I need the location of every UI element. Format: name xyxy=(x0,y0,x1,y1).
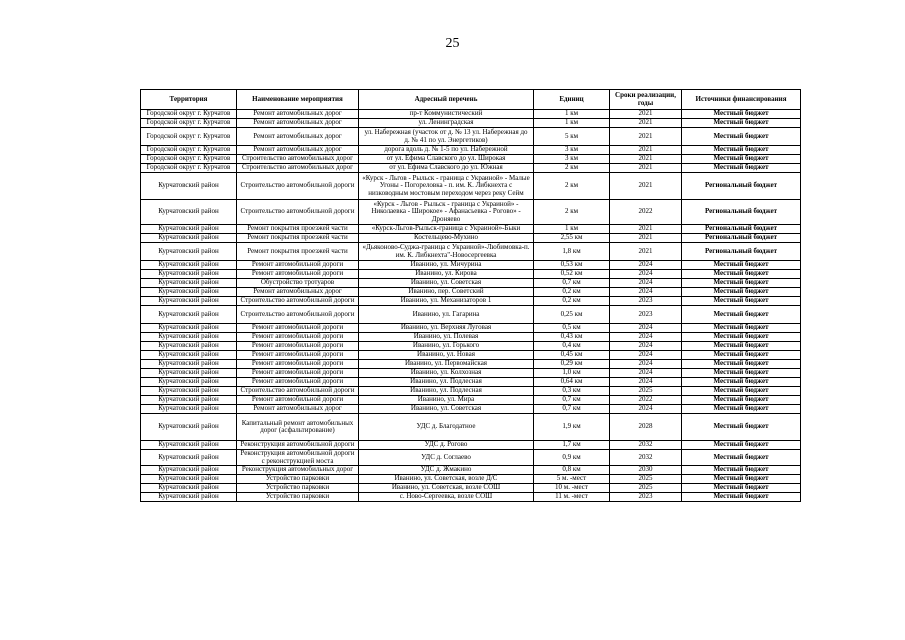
cell-units: 3 км xyxy=(534,155,610,164)
table-row xyxy=(141,306,801,324)
cell-territory: Курчатовский район xyxy=(141,297,237,306)
cell-address: Иванино, ул. Механизаторов 1 xyxy=(359,297,534,306)
cell-territory: Курчатовский район xyxy=(141,405,237,414)
cell-measure: Реконструкция автомобильной дороги xyxy=(237,441,359,450)
cell-territory: Курчатовский район xyxy=(141,450,237,466)
table-row xyxy=(141,164,801,173)
cell-address: УДС д. Рогово xyxy=(359,441,534,450)
cell-units: 0,43 км xyxy=(534,333,610,342)
cell-funding: Местный бюджет xyxy=(682,493,801,502)
cell-address: Иванино, ул. Мичурина xyxy=(359,261,534,270)
cell-measure: Ремонт автомобильной дороги xyxy=(237,270,359,279)
cell-funding: Местный бюджет xyxy=(682,146,801,155)
cell-years: 2028 xyxy=(610,414,682,441)
cell-measure: Ремонт автомобильной дороги xyxy=(237,369,359,378)
cell-years: 2032 xyxy=(610,441,682,450)
cell-address: Иванино, ул. Советская, возле СОШ xyxy=(359,484,534,493)
cell-measure: Строительство автомобильных дорог xyxy=(237,155,359,164)
cell-measure: Ремонт автомобильной дороги xyxy=(237,261,359,270)
cell-measure: Капитальный ремонт автомобильных дорог (асфальтирование) xyxy=(237,414,359,441)
cell-years: 2021 xyxy=(610,225,682,234)
cell-years: 2024 xyxy=(610,351,682,360)
cell-territory: Курчатовский район xyxy=(141,333,237,342)
cell-units: 2,55 км xyxy=(534,234,610,243)
table-row xyxy=(141,279,801,288)
cell-address: «Курск - Льгов - Рыльск - граница с Украиной» - Николаевка - Широкое» - Афанасьевка - Рогово» - Дроняево xyxy=(359,200,534,225)
cell-address: ул. Набережная (участок от д. № 13 ул. Набережная до д. № 41 по ул. Энергетиков) xyxy=(359,128,534,146)
cell-units: 0,7 км xyxy=(534,279,610,288)
table-row xyxy=(141,200,801,225)
cell-measure: Ремонт автомобильной дороги xyxy=(237,360,359,369)
cell-measure: Ремонт автомобильных дорог xyxy=(237,146,359,155)
cell-territory: Курчатовский район xyxy=(141,261,237,270)
cell-years: 2021 xyxy=(610,164,682,173)
cell-years: 2021 xyxy=(610,155,682,164)
cell-funding: Региональный бюджет xyxy=(682,173,801,200)
cell-address: от ул. Ефима Славского до ул. Широкая xyxy=(359,155,534,164)
cell-measure: Устройство парковки xyxy=(237,493,359,502)
cell-measure: Ремонт покрытия проезжей части xyxy=(237,234,359,243)
cell-funding: Местный бюджет xyxy=(682,324,801,333)
cell-measure: Строительство автомобильной дороги xyxy=(237,173,359,200)
table-row xyxy=(141,119,801,128)
table-row xyxy=(141,155,801,164)
table-row xyxy=(141,243,801,261)
cell-units: 5 м. -мест xyxy=(534,475,610,484)
cell-address: Иванино, ул. Кирова xyxy=(359,270,534,279)
header-address: Адресный перечень xyxy=(359,90,534,110)
cell-territory: Курчатовский район xyxy=(141,234,237,243)
cell-territory: Курчатовский район xyxy=(141,360,237,369)
cell-units: 0,45 км xyxy=(534,351,610,360)
cell-territory: Курчатовский район xyxy=(141,270,237,279)
table-row xyxy=(141,146,801,155)
cell-measure: Обустройство тротуаров xyxy=(237,279,359,288)
cell-funding: Местный бюджет xyxy=(682,128,801,146)
table-row xyxy=(141,234,801,243)
cell-years: 2022 xyxy=(610,200,682,225)
table-row xyxy=(141,110,801,119)
header-funding: Источники финансирования xyxy=(682,90,801,110)
cell-funding: Местный бюджет xyxy=(682,342,801,351)
cell-units: 1,0 км xyxy=(534,369,610,378)
cell-units: 0,8 км xyxy=(534,466,610,475)
cell-territory: Курчатовский район xyxy=(141,306,237,324)
table-row xyxy=(141,475,801,484)
table-row xyxy=(141,414,801,441)
cell-address: дорога вдоль д. № 1-5 по ул. Набережной xyxy=(359,146,534,155)
table-row xyxy=(141,297,801,306)
cell-years: 2025 xyxy=(610,475,682,484)
cell-units: 0,7 км xyxy=(534,396,610,405)
cell-years: 2021 xyxy=(610,146,682,155)
cell-funding: Местный бюджет xyxy=(682,396,801,405)
cell-address: УДС д. Соглаево xyxy=(359,450,534,466)
cell-units: 0,4 км xyxy=(534,342,610,351)
cell-address: Иванино, ул. Гагарина xyxy=(359,306,534,324)
cell-years: 2024 xyxy=(610,378,682,387)
measures-table xyxy=(140,89,801,502)
cell-address: «Дьяконово-Суджа-граница с Украиной»-Любимовка-п. им. К. Либкнехта"-Новосергеевка xyxy=(359,243,534,261)
cell-years: 2025 xyxy=(610,387,682,396)
cell-territory: Курчатовский район xyxy=(141,243,237,261)
cell-units: 3 км xyxy=(534,146,610,155)
cell-territory: Курчатовский район xyxy=(141,279,237,288)
cell-measure: Строительство автомобильных дорог xyxy=(237,164,359,173)
cell-address: Иванино, ул. Мира xyxy=(359,396,534,405)
cell-funding: Местный бюджет xyxy=(682,164,801,173)
cell-address: «Курск - Льгов - Рыльск - граница с Украиной» - Малые Угоны - Погореловка - п. им. К. Либкнехта с низководным мостовым переходом через реку Сейм xyxy=(359,173,534,200)
cell-units: 10 м. -мест xyxy=(534,484,610,493)
cell-years: 2021 xyxy=(610,243,682,261)
cell-territory: Курчатовский район xyxy=(141,342,237,351)
cell-years: 2024 xyxy=(610,270,682,279)
table-row xyxy=(141,396,801,405)
cell-address: Костельцево-Мухино xyxy=(359,234,534,243)
cell-funding: Региональный бюджет xyxy=(682,225,801,234)
table-row xyxy=(141,450,801,466)
cell-measure: Ремонт автомобильной дороги xyxy=(237,342,359,351)
cell-units: 2 км xyxy=(534,173,610,200)
cell-units: 0,7 км xyxy=(534,405,610,414)
cell-units: 1 км xyxy=(534,110,610,119)
cell-territory: Курчатовский район xyxy=(141,484,237,493)
cell-funding: Местный бюджет xyxy=(682,475,801,484)
cell-measure: Ремонт автомобильной дороги xyxy=(237,396,359,405)
cell-territory: Курчатовский район xyxy=(141,288,237,297)
cell-units: 0,2 км xyxy=(534,297,610,306)
cell-territory: Курчатовский район xyxy=(141,414,237,441)
cell-units: 1,9 км xyxy=(534,414,610,441)
cell-years: 2022 xyxy=(610,396,682,405)
cell-years: 2023 xyxy=(610,493,682,502)
table-row xyxy=(141,369,801,378)
table-row xyxy=(141,351,801,360)
cell-measure: Реконструкция автомобильной дороги с реконструкцией моста xyxy=(237,450,359,466)
cell-years: 2024 xyxy=(610,405,682,414)
cell-measure: Ремонт автомобильных дорог xyxy=(237,110,359,119)
cell-territory: Курчатовский район xyxy=(141,387,237,396)
cell-address: УДС д. Благодатное xyxy=(359,414,534,441)
cell-address: Иванино, ул. Советская, возле Д/С xyxy=(359,475,534,484)
table-row xyxy=(141,405,801,414)
cell-territory: Курчатовский район xyxy=(141,441,237,450)
cell-units: 1,7 км xyxy=(534,441,610,450)
cell-units: 5 км xyxy=(534,128,610,146)
cell-territory: Курчатовский район xyxy=(141,351,237,360)
cell-territory: Городской округ г. Курчатов xyxy=(141,119,237,128)
cell-territory: Курчатовский район xyxy=(141,324,237,333)
cell-address: Иванино, ул. Советская xyxy=(359,405,534,414)
table-row xyxy=(141,441,801,450)
cell-measure: Ремонт покрытия проезжей части xyxy=(237,243,359,261)
cell-measure: Ремонт автомобильной дороги xyxy=(237,351,359,360)
cell-years: 2024 xyxy=(610,342,682,351)
cell-measure: Ремонт автомобильных дорог xyxy=(237,119,359,128)
cell-years: 2021 xyxy=(610,173,682,200)
cell-address: ул. Ленинградская xyxy=(359,119,534,128)
cell-address: от ул. Ефима Славского до ул. Южная xyxy=(359,164,534,173)
cell-address: Иванино, ул. Первомайская xyxy=(359,360,534,369)
cell-measure: Ремонт покрытия проезжей части xyxy=(237,225,359,234)
cell-units: 0,2 км xyxy=(534,288,610,297)
cell-years: 2024 xyxy=(610,288,682,297)
cell-units: 0,25 км xyxy=(534,306,610,324)
table-row xyxy=(141,378,801,387)
cell-territory: Городской округ г. Курчатов xyxy=(141,155,237,164)
cell-funding: Местный бюджет xyxy=(682,484,801,493)
cell-years: 2021 xyxy=(610,128,682,146)
cell-address: Иванино, ул. Полевая xyxy=(359,333,534,342)
cell-units: 0,53 км xyxy=(534,261,610,270)
cell-address: Иванино, пер. Советский xyxy=(359,288,534,297)
cell-funding: Местный бюджет xyxy=(682,155,801,164)
cell-years: 2021 xyxy=(610,119,682,128)
cell-funding: Местный бюджет xyxy=(682,119,801,128)
cell-address: Иванино, ул. Колхозная xyxy=(359,369,534,378)
cell-measure: Строительство автомобильной дороги xyxy=(237,306,359,324)
cell-territory: Городской округ г. Курчатов xyxy=(141,146,237,155)
cell-funding: Местный бюджет xyxy=(682,306,801,324)
cell-units: 1 км xyxy=(534,119,610,128)
cell-units: 2 км xyxy=(534,200,610,225)
table-row xyxy=(141,270,801,279)
cell-years: 2024 xyxy=(610,261,682,270)
cell-years: 2030 xyxy=(610,466,682,475)
cell-years: 2021 xyxy=(610,234,682,243)
cell-territory: Городской округ г. Курчатов xyxy=(141,164,237,173)
cell-years: 2024 xyxy=(610,324,682,333)
header-units: Единиц xyxy=(534,90,610,110)
table-row xyxy=(141,225,801,234)
cell-years: 2024 xyxy=(610,279,682,288)
cell-address: с. Ново-Сергеевка, возле СОШ xyxy=(359,493,534,502)
table-row xyxy=(141,261,801,270)
cell-measure: Устройство парковки xyxy=(237,484,359,493)
cell-territory: Курчатовский район xyxy=(141,466,237,475)
cell-funding: Местный бюджет xyxy=(682,270,801,279)
cell-address: Иванино, ул. Новая xyxy=(359,351,534,360)
cell-territory: Курчатовский район xyxy=(141,173,237,200)
cell-funding: Местный бюджет xyxy=(682,466,801,475)
cell-units: 1 км xyxy=(534,225,610,234)
cell-address: Иванино, ул. Верхняя Луговая xyxy=(359,324,534,333)
cell-funding: Местный бюджет xyxy=(682,405,801,414)
table-row xyxy=(141,360,801,369)
header-measure: Наименование мероприятия xyxy=(237,90,359,110)
cell-funding: Региональный бюджет xyxy=(682,243,801,261)
cell-territory: Городской округ г. Курчатов xyxy=(141,110,237,119)
cell-measure: Строительство автомобильной дороги xyxy=(237,200,359,225)
cell-funding: Местный бюджет xyxy=(682,369,801,378)
cell-years: 2032 xyxy=(610,450,682,466)
cell-measure: Ремонт автомобильных дорог xyxy=(237,405,359,414)
table-row xyxy=(141,173,801,200)
cell-funding: Местный бюджет xyxy=(682,378,801,387)
cell-funding: Региональный бюджет xyxy=(682,234,801,243)
cell-measure: Реконструкция автомобильных дорог xyxy=(237,466,359,475)
header-years: Сроки реализации, годы xyxy=(610,90,682,110)
cell-measure: Ремонт автомобильной дороги xyxy=(237,324,359,333)
cell-territory: Курчатовский район xyxy=(141,369,237,378)
cell-units: 0,5 км xyxy=(534,324,610,333)
table-body xyxy=(141,110,801,502)
cell-funding: Местный бюджет xyxy=(682,360,801,369)
page-number: 25 xyxy=(445,36,460,51)
cell-territory: Городской округ г. Курчатов xyxy=(141,128,237,146)
cell-units: 0,9 км xyxy=(534,450,610,466)
cell-measure: Ремонт автомобильной дороги xyxy=(237,378,359,387)
table-row xyxy=(141,493,801,502)
cell-years: 2023 xyxy=(610,306,682,324)
table-header-row xyxy=(141,90,801,110)
cell-measure: Ремонт автомобильных дорог xyxy=(237,128,359,146)
cell-measure: Строительство автомобильной дороги xyxy=(237,297,359,306)
cell-measure: Ремонт автомобильных дорог xyxy=(237,288,359,297)
cell-funding: Местный бюджет xyxy=(682,110,801,119)
cell-territory: Курчатовский район xyxy=(141,396,237,405)
table-row xyxy=(141,128,801,146)
cell-funding: Местный бюджет xyxy=(682,333,801,342)
cell-funding: Местный бюджет xyxy=(682,297,801,306)
cell-years: 2024 xyxy=(610,333,682,342)
cell-address: Иванино, ул. Горького xyxy=(359,342,534,351)
cell-units: 0,64 км xyxy=(534,378,610,387)
cell-years: 2025 xyxy=(610,484,682,493)
cell-territory: Курчатовский район xyxy=(141,225,237,234)
cell-units: 2 км xyxy=(534,164,610,173)
cell-units: 11 м. -мест xyxy=(534,493,610,502)
cell-units: 0,29 км xyxy=(534,360,610,369)
cell-territory: Курчатовский район xyxy=(141,200,237,225)
cell-territory: Курчатовский район xyxy=(141,475,237,484)
cell-funding: Местный бюджет xyxy=(682,414,801,441)
cell-funding: Местный бюджет xyxy=(682,288,801,297)
cell-funding: Местный бюджет xyxy=(682,387,801,396)
cell-funding: Местный бюджет xyxy=(682,441,801,450)
table-row xyxy=(141,342,801,351)
cell-territory: Курчатовский район xyxy=(141,493,237,502)
cell-address: Иванино, ул. Подлесная xyxy=(359,387,534,396)
cell-address: Иванино, ул. Советская xyxy=(359,279,534,288)
cell-years: 2024 xyxy=(610,360,682,369)
cell-address: «Курск-Льгов-Рыльск-граница с Украиной»-Быки xyxy=(359,225,534,234)
cell-address: УДС д. Жмакино xyxy=(359,466,534,475)
cell-funding: Местный бюджет xyxy=(682,450,801,466)
cell-funding: Местный бюджет xyxy=(682,279,801,288)
cell-address: Иванино, ул. Подлесная xyxy=(359,378,534,387)
cell-units: 1,8 км xyxy=(534,243,610,261)
table-row xyxy=(141,484,801,493)
cell-years: 2024 xyxy=(610,369,682,378)
cell-years: 2023 xyxy=(610,297,682,306)
cell-measure: Устройство парковки xyxy=(237,475,359,484)
table-row xyxy=(141,333,801,342)
cell-address: пр-т Коммунистический xyxy=(359,110,534,119)
cell-units: 0,3 км xyxy=(534,387,610,396)
table-row xyxy=(141,288,801,297)
cell-funding: Региональный бюджет xyxy=(682,200,801,225)
cell-funding: Местный бюджет xyxy=(682,351,801,360)
cell-units: 0,52 км xyxy=(534,270,610,279)
cell-measure: Ремонт автомобильной дороги xyxy=(237,333,359,342)
table-row xyxy=(141,324,801,333)
cell-measure: Строительство автомобильной дороги xyxy=(237,387,359,396)
cell-funding: Местный бюджет xyxy=(682,261,801,270)
cell-years: 2021 xyxy=(610,110,682,119)
cell-territory: Курчатовский район xyxy=(141,378,237,387)
table-row xyxy=(141,387,801,396)
header-territory: Территория xyxy=(141,90,237,110)
table-row xyxy=(141,466,801,475)
